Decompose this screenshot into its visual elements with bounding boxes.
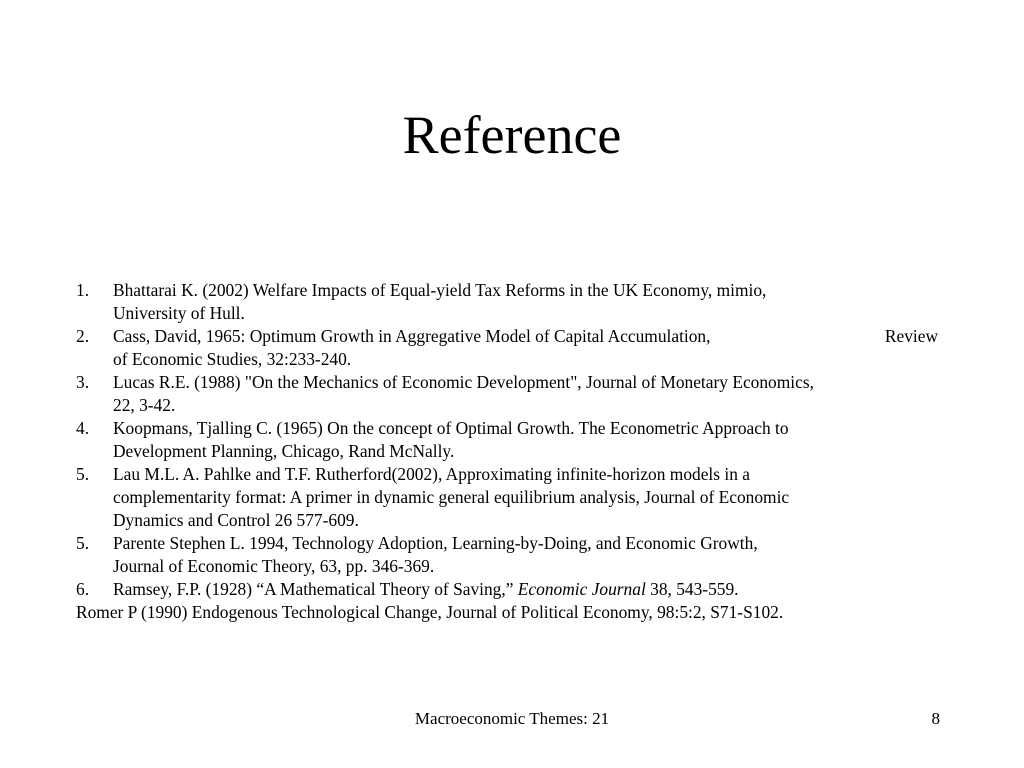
slide-title: Reference	[402, 105, 622, 165]
journal-name: Economic Journal	[517, 579, 646, 599]
reference-list	[76, 279, 938, 624]
reference-line: complementarity format: A primer in dynamic general equilibrium analysis, Journal of Economic	[113, 487, 790, 507]
reference-line-right: Review	[884, 326, 938, 346]
reference-text-part: Ramsey, F.P. (1928) “A Mathematical Theory of Saving,”	[113, 579, 518, 599]
reference-line: Koopmans, Tjalling C. (1965) On the concept of Optimal Growth. The Econometric Approach to	[113, 418, 789, 438]
reference-number: 5.	[76, 464, 90, 484]
reference-line: 22, 3-42.	[113, 395, 176, 415]
reference-text	[113, 417, 938, 463]
footer-text: Macroeconomic Themes: 21	[414, 709, 610, 728]
reference-text	[113, 463, 938, 532]
reference-line: Journal of Economic Theory, 63, pp. 346-369.	[113, 556, 435, 576]
reference-line: University of Hull.	[113, 303, 245, 323]
page-number: 8	[931, 709, 940, 728]
reference-item	[76, 463, 938, 532]
reference-text	[113, 325, 938, 371]
unnumbered-reference: Romer P (1990) Endogenous Technological Change, Journal of Political Economy, 98:5:2, S71-S102.	[76, 602, 784, 622]
reference-line: Development Planning, Chicago, Rand McNally.	[113, 441, 455, 461]
reference-text	[113, 279, 938, 325]
reference-line-left: Cass, David, 1965: Optimum Growth in Aggregative Model of Capital Accumulation,	[113, 326, 711, 346]
reference-text	[113, 371, 938, 417]
reference-item	[76, 371, 938, 417]
reference-item	[76, 417, 938, 463]
reference-line: Bhattarai K. (2002) Welfare Impacts of Equal-yield Tax Reforms in the UK Economy, mimio,	[113, 280, 767, 300]
reference-line: Parente Stephen L. 1994, Technology Adoption, Learning-by-Doing, and Economic Growth,	[113, 533, 758, 553]
reference-text	[113, 578, 938, 601]
reference-text	[113, 532, 938, 578]
reference-number: 5.	[76, 533, 90, 553]
reference-item	[76, 279, 938, 325]
reference-number: 1.	[76, 280, 90, 300]
reference-number: 6.	[76, 579, 90, 599]
reference-line	[113, 325, 938, 348]
reference-number: 3.	[76, 372, 90, 392]
reference-line: Lau M.L. A. Pahlke and T.F. Rutherford(2002), Approximating infinite-horizon models in a	[113, 464, 750, 484]
reference-number: 2.	[76, 326, 90, 346]
reference-number: 4.	[76, 418, 90, 438]
reference-item	[76, 325, 938, 371]
reference-line: Lucas R.E. (1988) "On the Mechanics of Economic Development", Journal of Monetary Economics,	[113, 372, 814, 392]
reference-item	[76, 578, 938, 601]
reference-line: Dynamics and Control 26 577-609.	[113, 510, 359, 530]
reference-line: of Economic Studies, 32:233-240.	[113, 349, 352, 369]
reference-line	[113, 578, 938, 601]
reference-text-part: 38, 543-559.	[645, 579, 739, 599]
reference-item	[76, 532, 938, 578]
